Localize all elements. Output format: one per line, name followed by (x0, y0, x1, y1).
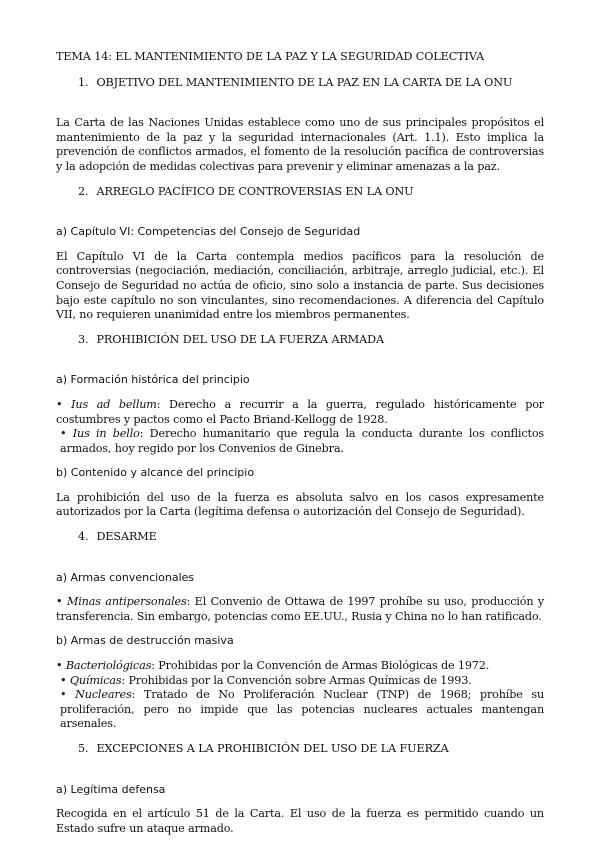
section-heading (56, 742, 544, 757)
section-title: ARREGLO PACÍFICO DE CONTROVERSIAS EN LA ONU (96, 184, 414, 198)
bullet-icon: • (60, 673, 67, 687)
paragraph: La Carta de las Naciones Unidas establece como uno de sus principales propósitos el mantenimiento de la paz y la seguridad internacionales (Art. 1.1). Esto implica la prevención de conflictos armados, el fomento de la resolución pacífica de controversias y la adopción de medidas colectivas para prevenir y eliminar amenazas a la paz. (56, 116, 544, 173)
definition: : Tratado de No Proliferación Nuclear (TNP) de 1968; prohíbe su proliferación, pero no impide que las potencias nucleares actuales mantengan arsenales. (60, 688, 545, 731)
term: Ius in bello (72, 427, 140, 441)
document-page (56, 50, 544, 846)
list-item (56, 659, 544, 674)
list-item (56, 688, 544, 732)
bullet-list (56, 595, 544, 624)
term: Minas antipersonales (66, 595, 187, 609)
paragraph: El Capítulo VI de la Carta contempla medios pacíficos para la resolución de controversias (negociación, mediación, conciliación, arbitraje, arreglo judicial, etc.). El Consejo de Seguridad no actúa de oficio, sino solo a instancia de parte. Sus decisiones bajo este capítulo no son vinculantes, sino recomendaciones. A diferencia del Capítulo VII, no requieren unanimidad entre los miembros permanentes. (56, 249, 544, 322)
section-heading (56, 185, 544, 200)
section-4 (56, 530, 544, 732)
section-title: OBJETIVO DEL MANTENIMIENTO DE LA PAZ EN LA CARTA DE LA ONU (96, 75, 513, 89)
section-number: 2. (78, 184, 89, 198)
bullet-icon: • (60, 427, 67, 441)
term: Químicas (69, 673, 122, 687)
subsection-heading: b) Armas de destrucción masiva (56, 634, 234, 648)
list-item (56, 595, 544, 624)
section-title: DESARME (96, 530, 157, 544)
section-1 (56, 76, 544, 175)
bullet-list (56, 398, 544, 456)
subsection-heading: a) Capítulo VI: Competencias del Consejo de Seguridad (56, 225, 361, 239)
section-number: 3. (78, 332, 89, 346)
document-title: TEMA 14: EL MANTENIMIENTO DE LA PAZ Y LA SEGURIDAD COLECTIVA (56, 50, 485, 63)
section-heading (56, 333, 544, 348)
definition: : Derecho a recurrir a la guerra, regulado históricamente por costumbres y pactos como el Pacto Briand-Kellogg de 1928. (56, 397, 544, 426)
bullet-icon: • (56, 659, 63, 673)
section-number: 5. (78, 742, 89, 755)
section-heading (56, 530, 544, 545)
definition: : Derecho humanitario que regula la conducta durante los conflictos armados, hoy regido por los Convenios de Ginebra. (60, 427, 544, 455)
bullet-icon: • (60, 688, 67, 702)
section-title: EXCEPCIONES A LA PROHIBICIÓN DEL USO DE LA FUERZA (96, 742, 449, 755)
bullet-list (56, 659, 544, 732)
section-title: PROHIBICIÓN DEL USO DE LA FUERZA ARMADA (96, 332, 384, 346)
subsection-heading: b) Contenido y alcance del principio (56, 466, 255, 480)
term: Ius ad bellum (71, 397, 157, 411)
definition: : El Convenio de Ottawa de 1997 prohíbe su uso, producción y transferencia. Sin embargo, potencias como EE.UU., Rusia y China no lo han ratificado. (56, 595, 545, 623)
paragraph: La prohibición del uso de la fuerza es absoluta salvo en los casos expresamente autorizados por la Carta (legítima defensa o autorización del Consejo de Seguridad). (56, 490, 544, 519)
section-2 (56, 185, 544, 323)
list-item (56, 674, 544, 689)
section-5 (56, 742, 544, 836)
definition: : Prohibidas por la Convención sobre Armas Químicas de 1993. (121, 673, 472, 687)
bullet-icon: • (56, 595, 63, 609)
section-heading (56, 76, 544, 91)
bullet-icon: • (56, 397, 63, 411)
paragraph: Recogida en el artículo 51 de la Carta. El uso de la fuerza es permitido cuando un Estado sufre un ataque armado. (56, 807, 544, 835)
definition: : Prohibidas por la Convención de Armas Biológicas de 1972. (151, 659, 490, 673)
subsection-heading: a) Legítima defensa (56, 782, 166, 796)
list-item (56, 398, 544, 427)
list-item (56, 427, 544, 456)
subsection-heading: a) Formación histórica del principio (56, 373, 250, 387)
subsection-heading: a) Armas convencionales (56, 570, 195, 584)
term: Nucleares (75, 688, 132, 702)
section-number: 1. (78, 75, 89, 89)
section-number: 4. (78, 530, 89, 544)
section-3 (56, 333, 544, 520)
term: Bacteriológicas (65, 659, 152, 673)
